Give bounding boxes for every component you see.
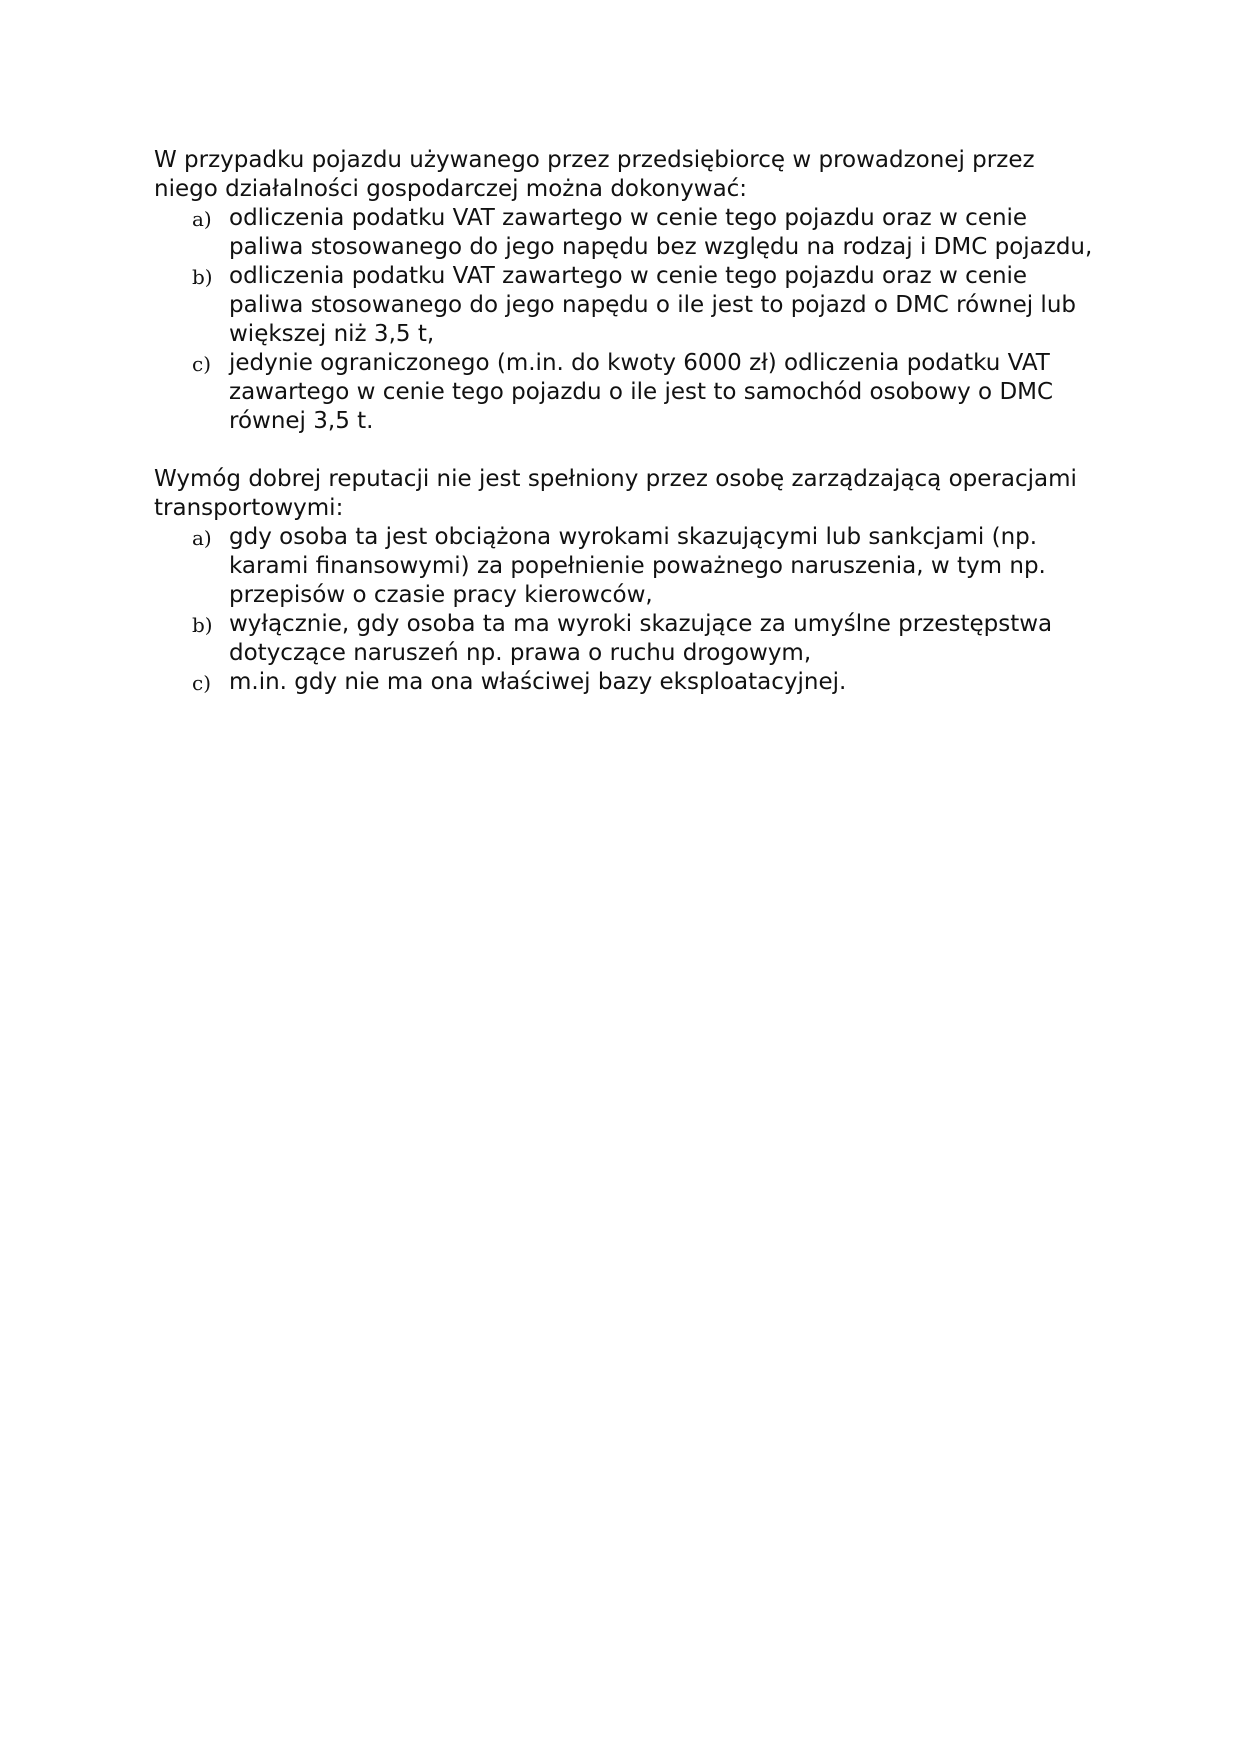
document-page: [154, 146, 1094, 726]
answer-option: [154, 262, 1094, 349]
option-text: odliczenia podatku VAT zawartego w cenie tego pojazdu oraz w cenie paliwa stosowanego do jego napędu bez względu na rodzaj i DMC pojazdu,: [229, 205, 1093, 260]
option-text: wyłącznie, gdy osoba ta ma wyroki skazujące za umyślne przestępstwa dotyczące naruszeń np. prawa o ruchu drogowym,: [229, 611, 1053, 666]
option-marker: b): [192, 265, 213, 289]
answer-option: [154, 523, 1094, 610]
answer-option: [154, 349, 1094, 436]
option-text: m.in. gdy nie ma ona właściwej bazy eksploatacyjnej.: [229, 669, 847, 695]
question-stem: W przypadku pojazdu używanego przez przedsiębiorcę w prowadzonej przez niego działalności gospodarczej można dokonywać:: [154, 147, 1035, 202]
option-marker: c): [192, 671, 212, 695]
answer-option: [154, 204, 1094, 262]
question-stem: Wymóg dobrej reputacji nie jest spełniony przez osobę zarządzającą operacjami transportowymi:: [154, 466, 1077, 521]
option-marker: b): [192, 613, 213, 637]
option-text: odliczenia podatku VAT zawartego w cenie tego pojazdu oraz w cenie paliwa stosowanego do jego napędu o ile jest to pojazd o DMC równej lub większej niż 3,5 t,: [229, 263, 1077, 347]
answer-option: [154, 668, 1094, 697]
question-2: [154, 465, 1094, 697]
option-marker: c): [192, 352, 212, 376]
option-text: jedynie ograniczonego (m.in. do kwoty 6000 zł) odliczenia podatku VAT zawartego w cenie tego pojazdu o ile jest to samochód osobowy o DMC równej 3,5 t.: [229, 350, 1054, 434]
answer-list: [154, 523, 1094, 697]
option-text: gdy osoba ta jest obciążona wyrokami skazującymi lub sankcjami (np. karami finansowymi) za popełnienie poważnego naruszenia, w tym np. przepisów o czasie pracy kierowców,: [229, 524, 1046, 608]
question-1: [154, 146, 1094, 436]
answer-option: [154, 610, 1094, 668]
answer-list: [154, 204, 1094, 436]
option-marker: a): [192, 207, 212, 231]
option-marker: a): [192, 526, 212, 550]
